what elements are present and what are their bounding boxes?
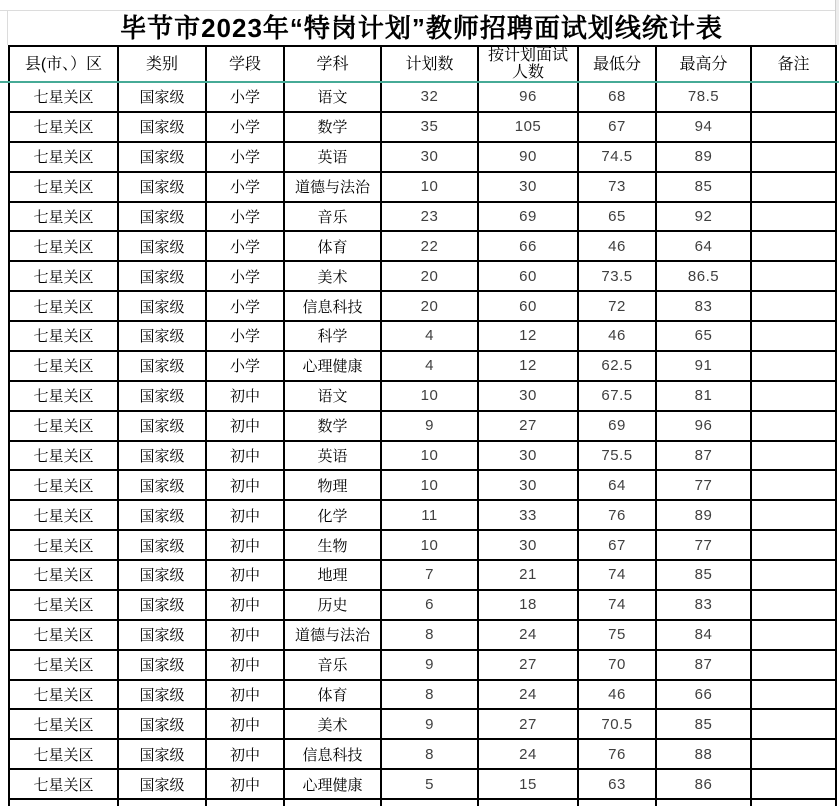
table-cell: 国家级 [119, 770, 207, 800]
table-cell: 9 [382, 710, 479, 740]
table-cell: 小学 [207, 262, 285, 292]
table-cell: 国家级 [119, 561, 207, 591]
table-cell: 国家级 [119, 173, 207, 203]
table-cell: 88 [657, 740, 752, 770]
remark-cell [752, 382, 837, 412]
table-cell: 70 [579, 651, 657, 681]
table-cell: 11 [382, 501, 479, 531]
column-header: 县(市、）区 [10, 47, 119, 83]
table-cell: 72 [579, 292, 657, 322]
table-cell: 国家级 [119, 442, 207, 472]
table-cell: 音乐 [285, 203, 382, 233]
table-cell: 8 [382, 621, 479, 651]
table-cell: 音乐 [285, 651, 382, 681]
remark-cell [752, 651, 837, 681]
table-cell: 9 [382, 412, 479, 442]
table-cell: 美术 [285, 262, 382, 292]
table-cell: 物理 [285, 471, 382, 501]
table-cell: 国家级 [119, 262, 207, 292]
table-cell: 10 [382, 382, 479, 412]
remark-cell [752, 531, 837, 561]
table-cell: 66 [657, 681, 752, 711]
column-header: 学科 [285, 47, 382, 83]
remark-cell [752, 412, 837, 442]
table-cell-partial [752, 800, 837, 806]
table-cell: 24 [479, 740, 579, 770]
table-cell: 74.5 [579, 143, 657, 173]
table-cell: 初中 [207, 471, 285, 501]
table-cell: 85 [657, 561, 752, 591]
table-cell: 七星关区 [10, 561, 119, 591]
table-cell: 国家级 [119, 740, 207, 770]
table-cell: 国家级 [119, 143, 207, 173]
table-cell: 35 [382, 113, 479, 143]
remark-cell [752, 770, 837, 800]
table-cell: 七星关区 [10, 681, 119, 711]
table-cell: 10 [382, 531, 479, 561]
table-cell: 七星关区 [10, 591, 119, 621]
table-cell: 22 [382, 232, 479, 262]
table-cell: 心理健康 [285, 352, 382, 382]
table-cell: 10 [382, 471, 479, 501]
table-cell-partial [10, 800, 119, 806]
table-cell: 英语 [285, 442, 382, 472]
table-cell: 76 [579, 740, 657, 770]
table-cell: 数学 [285, 113, 382, 143]
table-cell: 23 [382, 203, 479, 233]
table-cell: 10 [382, 173, 479, 203]
table-cell: 初中 [207, 442, 285, 472]
table-cell: 七星关区 [10, 173, 119, 203]
table-cell: 国家级 [119, 322, 207, 352]
table-cell: 18 [479, 591, 579, 621]
table-cell: 七星关区 [10, 501, 119, 531]
table-cell: 90 [479, 143, 579, 173]
table-cell: 国家级 [119, 681, 207, 711]
table-cell: 46 [579, 681, 657, 711]
table-cell: 7 [382, 561, 479, 591]
table-cell: 小学 [207, 83, 285, 113]
remark-cell [752, 471, 837, 501]
table-cell: 初中 [207, 501, 285, 531]
table-cell-partial [119, 800, 207, 806]
table-cell: 84 [657, 621, 752, 651]
table-cell: 73 [579, 173, 657, 203]
table-cell: 32 [382, 83, 479, 113]
remark-cell [752, 232, 837, 262]
table-cell: 24 [479, 681, 579, 711]
table-cell: 94 [657, 113, 752, 143]
table-cell: 77 [657, 531, 752, 561]
table-cell: 小学 [207, 352, 285, 382]
table-cell: 初中 [207, 412, 285, 442]
freeze-pane-line [0, 81, 839, 83]
table-cell: 96 [479, 83, 579, 113]
column-header: 类别 [119, 47, 207, 83]
table-cell: 初中 [207, 561, 285, 591]
remark-cell [752, 83, 837, 113]
table-cell: 七星关区 [10, 143, 119, 173]
table-cell-partial [285, 800, 382, 806]
table-cell: 国家级 [119, 501, 207, 531]
table-cell: 12 [479, 352, 579, 382]
table-cell: 75.5 [579, 442, 657, 472]
table-cell: 74 [579, 591, 657, 621]
table-cell: 国家级 [119, 352, 207, 382]
table-cell: 76 [579, 501, 657, 531]
table-cell: 初中 [207, 382, 285, 412]
table-cell: 12 [479, 322, 579, 352]
table-cell: 9 [382, 651, 479, 681]
table-cell: 8 [382, 740, 479, 770]
table-cell: 4 [382, 352, 479, 382]
table-cell: 七星关区 [10, 621, 119, 651]
page-title: 毕节市2023年“特岗计划”教师招聘面试划线统计表 [120, 13, 723, 43]
table-cell: 小学 [207, 322, 285, 352]
table-cell: 5 [382, 770, 479, 800]
table-cell: 小学 [207, 203, 285, 233]
table-cell: 国家级 [119, 203, 207, 233]
table-cell: 30 [479, 442, 579, 472]
table-cell: 64 [579, 471, 657, 501]
table-cell: 60 [479, 262, 579, 292]
table-cell: 七星关区 [10, 412, 119, 442]
table-cell: 小学 [207, 143, 285, 173]
table-cell: 73.5 [579, 262, 657, 292]
table-cell: 七星关区 [10, 651, 119, 681]
table-cell: 初中 [207, 710, 285, 740]
remark-cell [752, 681, 837, 711]
table-cell: 65 [579, 203, 657, 233]
remark-cell [752, 621, 837, 651]
table-cell: 78.5 [657, 83, 752, 113]
table-cell: 国家级 [119, 292, 207, 322]
table-cell: 89 [657, 501, 752, 531]
table-cell: 10 [382, 442, 479, 472]
table-cell: 七星关区 [10, 232, 119, 262]
table-cell: 数学 [285, 412, 382, 442]
table-cell: 89 [657, 143, 752, 173]
table-cell: 初中 [207, 770, 285, 800]
table-cell: 8 [382, 681, 479, 711]
table-cell: 信息科技 [285, 292, 382, 322]
table-cell: 86 [657, 770, 752, 800]
table-cell: 初中 [207, 651, 285, 681]
table-cell: 七星关区 [10, 262, 119, 292]
table-cell: 27 [479, 710, 579, 740]
table-cell: 国家级 [119, 591, 207, 621]
table-cell-partial [207, 800, 285, 806]
remark-cell [752, 173, 837, 203]
table-cell: 国家级 [119, 412, 207, 442]
table-cell: 小学 [207, 173, 285, 203]
table-cell: 67 [579, 113, 657, 143]
table-cell: 63 [579, 770, 657, 800]
remark-cell [752, 322, 837, 352]
table-cell: 30 [479, 471, 579, 501]
table-cell: 96 [657, 412, 752, 442]
table-cell: 81 [657, 382, 752, 412]
table-cell: 国家级 [119, 710, 207, 740]
table-cell: 美术 [285, 710, 382, 740]
table-cell: 小学 [207, 113, 285, 143]
remark-cell [752, 203, 837, 233]
table-cell: 46 [579, 322, 657, 352]
table-cell: 69 [579, 412, 657, 442]
table-cell: 国家级 [119, 471, 207, 501]
table-cell: 语文 [285, 83, 382, 113]
table-cell: 27 [479, 651, 579, 681]
table-cell: 27 [479, 412, 579, 442]
table-cell: 33 [479, 501, 579, 531]
column-header: 按计划面试人数 [479, 47, 579, 83]
table-cell: 74 [579, 561, 657, 591]
table-cell: 生物 [285, 531, 382, 561]
remark-cell [752, 710, 837, 740]
table-cell: 70.5 [579, 710, 657, 740]
table-cell: 国家级 [119, 621, 207, 651]
table-cell: 92 [657, 203, 752, 233]
table-cell: 七星关区 [10, 710, 119, 740]
table-cell: 67 [579, 531, 657, 561]
table-cell: 国家级 [119, 83, 207, 113]
column-header: 备注 [752, 47, 837, 83]
table-cell: 七星关区 [10, 740, 119, 770]
table-cell-partial [479, 800, 579, 806]
table-cell: 七星关区 [10, 352, 119, 382]
table-cell: 七星关区 [10, 83, 119, 113]
table-cell: 30 [479, 382, 579, 412]
column-header: 计划数 [382, 47, 479, 83]
remark-cell [752, 352, 837, 382]
table-cell: 91 [657, 352, 752, 382]
table-cell: 30 [382, 143, 479, 173]
table-cell: 85 [657, 173, 752, 203]
column-header: 最高分 [657, 47, 752, 83]
table-cell: 信息科技 [285, 740, 382, 770]
column-header: 学段 [207, 47, 285, 83]
table-cell: 20 [382, 262, 479, 292]
table-cell: 七星关区 [10, 322, 119, 352]
table-cell: 科学 [285, 322, 382, 352]
table-cell: 化学 [285, 501, 382, 531]
table-cell: 62.5 [579, 352, 657, 382]
table-cell: 6 [382, 591, 479, 621]
table-cell: 体育 [285, 232, 382, 262]
table-cell: 七星关区 [10, 113, 119, 143]
table-cell: 83 [657, 591, 752, 621]
table-cell: 64 [657, 232, 752, 262]
table-cell: 24 [479, 621, 579, 651]
table-cell: 七星关区 [10, 442, 119, 472]
remark-cell [752, 262, 837, 292]
table-cell: 68 [579, 83, 657, 113]
table-cell-partial [382, 800, 479, 806]
table-cell: 体育 [285, 681, 382, 711]
table-cell: 七星关区 [10, 770, 119, 800]
table-cell-partial [657, 800, 752, 806]
table-cell: 83 [657, 292, 752, 322]
table-cell: 道德与法治 [285, 621, 382, 651]
statistics-table [8, 45, 837, 806]
column-header: 最低分 [579, 47, 657, 83]
table-cell: 77 [657, 471, 752, 501]
table-cell: 30 [479, 173, 579, 203]
table-cell: 4 [382, 322, 479, 352]
table-cell: 初中 [207, 531, 285, 561]
table-cell: 20 [382, 292, 479, 322]
table-cell: 英语 [285, 143, 382, 173]
table-cell: 87 [657, 651, 752, 681]
remark-cell [752, 561, 837, 591]
table-cell: 初中 [207, 740, 285, 770]
table-cell: 国家级 [119, 113, 207, 143]
table-cell: 30 [479, 531, 579, 561]
table-cell: 21 [479, 561, 579, 591]
table-cell: 小学 [207, 232, 285, 262]
table-cell: 66 [479, 232, 579, 262]
table-cell: 国家级 [119, 651, 207, 681]
table-cell: 65 [657, 322, 752, 352]
table-cell: 国家级 [119, 531, 207, 561]
table-cell: 七星关区 [10, 203, 119, 233]
table-cell: 语文 [285, 382, 382, 412]
table-cell: 15 [479, 770, 579, 800]
remark-cell [752, 591, 837, 621]
table-cell: 国家级 [119, 232, 207, 262]
remark-cell [752, 113, 837, 143]
table-cell: 七星关区 [10, 382, 119, 412]
table-cell: 七星关区 [10, 471, 119, 501]
remark-cell [752, 292, 837, 322]
table-cell: 道德与法治 [285, 173, 382, 203]
table-cell: 初中 [207, 591, 285, 621]
table-cell: 初中 [207, 681, 285, 711]
table-cell: 87 [657, 442, 752, 472]
table-cell: 69 [479, 203, 579, 233]
table-cell: 75 [579, 621, 657, 651]
table-cell: 105 [479, 113, 579, 143]
table-cell: 七星关区 [10, 292, 119, 322]
table-cell: 国家级 [119, 382, 207, 412]
table-cell: 46 [579, 232, 657, 262]
remark-cell [752, 501, 837, 531]
table-cell-partial [579, 800, 657, 806]
remark-cell [752, 143, 837, 173]
table-cell: 67.5 [579, 382, 657, 412]
table-cell: 七星关区 [10, 531, 119, 561]
table-cell: 60 [479, 292, 579, 322]
table-cell: 初中 [207, 621, 285, 651]
table-cell: 85 [657, 710, 752, 740]
table-cell: 86.5 [657, 262, 752, 292]
remark-cell [752, 740, 837, 770]
remark-cell [752, 442, 837, 472]
table-cell: 地理 [285, 561, 382, 591]
table-cell: 历史 [285, 591, 382, 621]
table-cell: 心理健康 [285, 770, 382, 800]
table-cell: 小学 [207, 292, 285, 322]
